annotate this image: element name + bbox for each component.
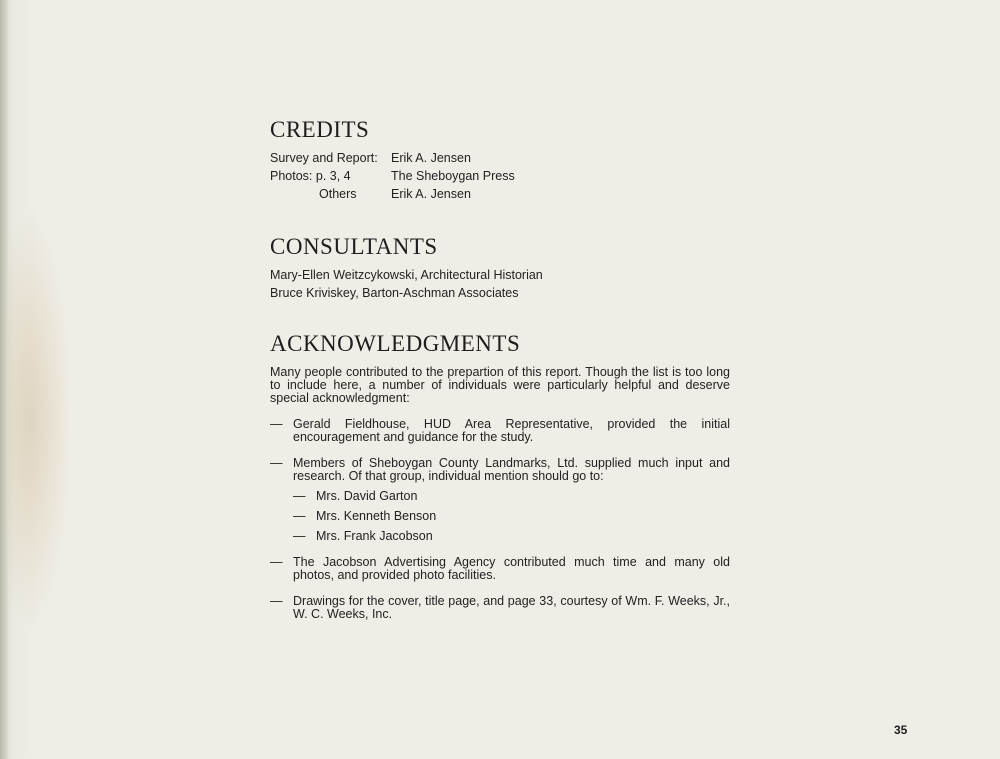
credits-label: Photos: p. 3, 4 [270,169,351,183]
dash-bullet: — [270,555,283,569]
credits-value: Erik A. Jensen [391,151,471,165]
dash-bullet: — [270,456,283,470]
acknowledgment-subitem [293,530,730,543]
dash-bullet: — [293,529,306,543]
acknowledgments-heading: ACKNOWLEDGMENTS [270,331,521,356]
acknowledgment-text: Drawings for the cover, title page, and page 33, courtesy of Wm. F. Weeks, Jr., W. C. Weeks, Inc. [293,594,730,621]
acknowledgment-subitem [293,510,730,523]
acknowledgments-section [270,328,730,621]
subitem-text: Mrs. Kenneth Benson [316,509,437,523]
acknowledgment-item [270,556,730,582]
credits-heading: CREDITS [270,117,370,142]
book-spine [0,0,8,759]
credits-row [270,149,730,167]
acknowledgment-item [270,418,730,444]
credits-row [270,185,730,203]
page-content [270,114,730,621]
acknowledgment-text: Members of Sheboygan County Landmarks, Ltd. supplied much input and research. Of that group, individual mention should go to: [293,456,730,483]
acknowledgment-text: The Jacobson Advertising Agency contributed much time and many old photos, and provided photo facilities. [293,555,730,582]
dash-bullet: — [270,417,283,431]
acknowledgment-item [270,595,730,621]
consultant-line: Mary-Ellen Weitzcykowski, Architectural Historian [270,268,543,282]
dash-bullet: — [270,594,283,608]
credits-section [270,114,730,203]
credits-label: Others [319,187,357,201]
credits-row [270,167,730,185]
subitem-text: Mrs. Frank Jacobson [316,529,433,543]
consultants-heading: CONSULTANTS [270,234,438,259]
consultants-section [270,231,730,302]
acknowledgment-subitems [293,490,730,543]
dash-bullet: — [293,489,306,503]
acknowledgment-text: Gerald Fieldhouse, HUD Area Representative, provided the initial encouragement and guidance for the study. [293,417,730,444]
page-number: 35 [894,723,908,737]
credits-value: The Sheboygan Press [391,169,515,183]
credits-value: Erik A. Jensen [391,187,471,201]
subitem-text: Mrs. David Garton [316,489,418,503]
acknowledgments-intro: Many people contributed to the prepartion of this report. Though the list is too long to include here, a number of individuals were particularly helpful and deserve special acknowledgment: [270,365,730,405]
acknowledgment-subitem [293,490,730,503]
credits-table [270,149,730,203]
consultant-line: Bruce Kriviskey, Barton-Aschman Associates [270,286,519,300]
acknowledgment-item [270,457,730,483]
dash-bullet: — [293,509,306,523]
credits-label: Survey and Report: [270,151,378,165]
